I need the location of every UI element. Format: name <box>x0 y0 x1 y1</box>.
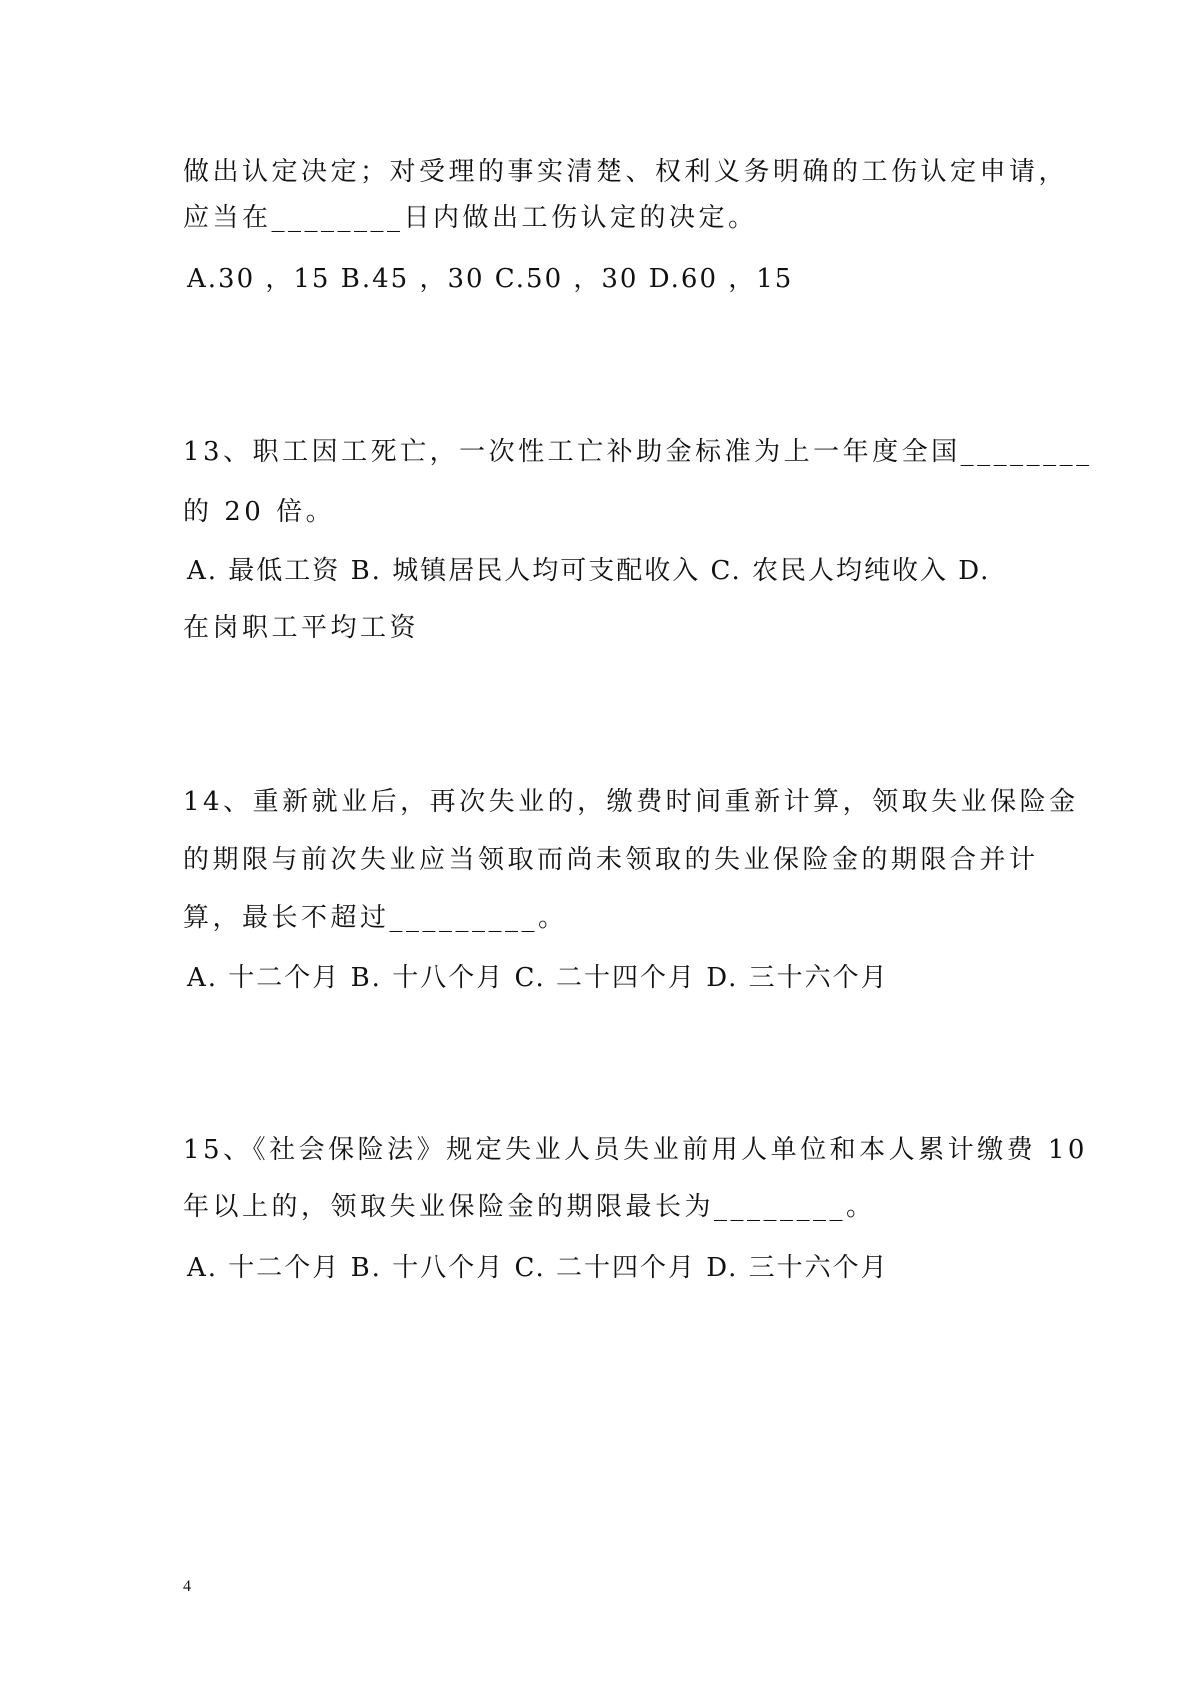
page-number: 4 <box>183 1578 191 1595</box>
q14-line-1: 14、重新就业后，再次失业的，缴费时间重新计算，领取失业保险金 <box>183 787 1079 817</box>
q12-options: A.30 ，15 B.45 ，30 C.50 ，30 D.60 ，15 <box>187 264 794 294</box>
q14-options: A. 十二个月 B. 十八个月 C. 二十四个月 D. 三十六个月 <box>187 963 889 993</box>
q13-line-2: 的 20 倍。 <box>183 497 336 527</box>
q12-line-1: 做出认定决定；对受理的事实清楚、权利义务明确的工伤认定申请， <box>183 157 1069 187</box>
q13-options-1: A. 最低工资 B. 城镇居民人均可支配收入 C. 农民人均纯收入 D. <box>187 556 991 586</box>
q15-line-2: 年以上的，领取失业保险金的期限最长为________。 <box>183 1192 876 1222</box>
q13-options-2: 在岗职工平均工资 <box>183 613 420 643</box>
q15-line-1: 15、《社会保险法》规定失业人员失业前用人单位和本人累计缴费 10 <box>183 1135 1088 1165</box>
q12-line-2: 应当在________日内做出工伤认定的决定。 <box>183 203 758 233</box>
q14-line-2: 的期限与前次失业应当领取而尚未领取的失业保险金的期限合并计 <box>183 845 1039 875</box>
q13-line-1: 13、职工因工死亡，一次性工亡补助金标准为上一年度全国________ <box>183 437 1093 467</box>
q15-options: A. 十二个月 B. 十八个月 C. 二十四个月 D. 三十六个月 <box>187 1253 889 1283</box>
q14-line-3: 算，最长不超过_________。 <box>183 903 568 933</box>
